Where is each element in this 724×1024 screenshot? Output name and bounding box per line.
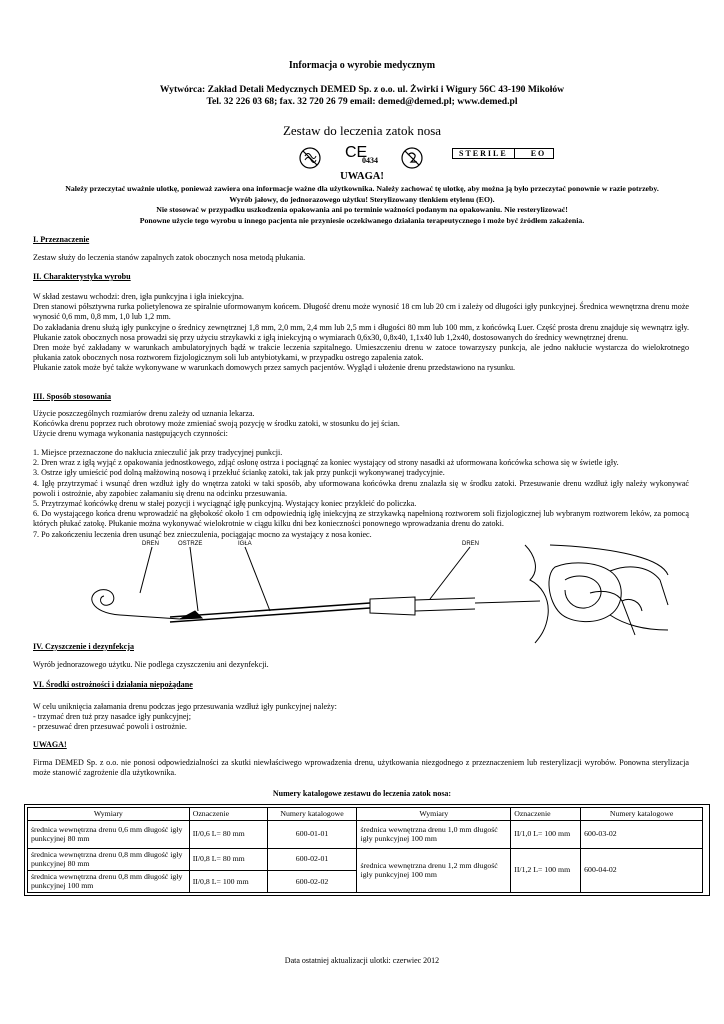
paragraph: Użycie drenu wymaga wykonania następujących czynności: [33, 429, 228, 439]
table-row [28, 820, 703, 848]
usage-step: 1. Miejsce przeznaczone do nakłucia znieczulić jak przy tradycyjnej punkcji. [33, 448, 283, 457]
usage-step: 4. Igłę przytrzymać i wsunąć dren wzdłuż igły do wnętrza zatoki w taki sposób, aby uformowana końcówka drenu znalazła się w środku zatoki. Przesuwanie drenu wzdłuż igły należy wykonywać powoli i ostrożnie, aby zapobiec załamaniu się drenu na odcinku przesuwania. [33, 478, 689, 498]
paragraph: Płukanie zatok może być także wykonywane w warunkach domowych przez samych pacjentów. Wygląd i ułożenie drenu przedstawiono na rysunku. [33, 363, 516, 373]
contact-line: Tel. 32 226 03 68; fax. 32 720 26 79 email: demed@demed.pl; www.demed.pl [206, 96, 518, 107]
warning-line: Należy przeczytać uważnie ulotkę, ponieważ zawiera ona informacje ważne dla użytkownika. Należy zachować tę ulotkę, aby można ją było przeczytać ponownie w razie potrzeby. [65, 184, 659, 193]
section-title-cleaning: IV. Czyszczenie i dezynfekcja [33, 642, 134, 651]
table-header: Wymiary [28, 808, 190, 821]
warning-title: UWAGA! [340, 171, 384, 182]
paragraph: W skład zestawu wchodzi: dren, igła punkcyjna i igła iniekcyjna. [33, 292, 244, 301]
section-title-precautions: VI. Środki ostrożności i działania niepożądane [33, 680, 193, 689]
paragraph: Dren może być zakładany w warunkach ambulatoryjnych bądź w trakcie leczenia szpitalnego. Umieszczeniu drenu w zatoce towarzyszy punkcja, ale jedno nakłucie wystarcza do wielokrotnego płukania zatok obocznych nosa roztworem fizjologicznym soli lub antybiotykami, w przypadku ostrego zapalenia zatok. [33, 343, 689, 363]
document-title: Informacja o wyrobie medycznym [288, 60, 436, 71]
table-cell-dimensions: średnica wewnętrzna drenu 0,8 mm długość igły punkcyjnej 80 mm [28, 848, 190, 870]
usage-step: 2. Dren wraz z igłą wyjąć z opakowania jednostkowego, zdjąć osłonę ostrza i pociągnąć za koniec wystający od strony nasadki aż uformowana końcówka schowa się w świetle igły. [33, 458, 619, 468]
figure-label-drain: DREN [142, 541, 160, 547]
section-text-precautions [33, 702, 337, 733]
table-header: Oznaczenie [189, 808, 267, 821]
table-cell-dimensions: średnica wewnętrzna drenu 1,0 mm długość igły punkcyjnej 100 mm [357, 820, 511, 848]
paragraph: Końcówka drenu poprzez ruch obrotowy może zmieniać swoją pozycję w środku zatoki, w stosunku do jej ścian. [33, 419, 400, 429]
table-header: Wymiary [357, 808, 511, 821]
paragraph: Dren stanowi półsztywna rurka polietylenowa ze spiralnie uformowanym końcem. Długość drenu może wynosić 18 cm lub 20 cm i zależy od długości igły punkcyjnej. Średnica wewnętrzna drenu może wynosić 0,6 mm, 0,8 mm, 1,0 lub 1,2 mm. [33, 302, 689, 322]
catalog-table [27, 807, 703, 893]
table-cell-catalog-number: 600-04-02 [581, 848, 703, 892]
usage-step: 3. Ostrze igły umieścić pod dolną małżowiną nosową i przekłuć ściankę zatoki, tak jak przy punkcji wykonywanej tradycyjnie. [33, 468, 445, 478]
table-cell-catalog-number: 600-02-01 [267, 848, 357, 870]
table-cell-catalog-number: 600-01-01 [267, 820, 357, 848]
table-cell-dimensions: średnica wewnętrzna drenu 0,8 mm długość igły punkcyjnej 100 mm [28, 870, 190, 892]
warning-line: Ponowne użycie tego wyrobu u innego pacjenta nie przyniesie oczekiwanego działania terapeutycznego i może być źródłem zakażenia. [139, 215, 585, 225]
do-not-reuse-icon [298, 146, 322, 170]
table-cell-code: II/1,0 L= 100 mm [511, 820, 581, 848]
product-title: Zestaw do leczenia zatok nosa [282, 123, 442, 138]
manufacturer-line: Wytwórca: Zakład Detali Medycznych DEMED Sp. z o.o. ul. Żwirki i Wigury 56C 43-190 Mikołów [159, 84, 565, 95]
section-text-usage-intro [33, 409, 689, 440]
last-update-date: Data ostatniej aktualizacji ulotki: czerwiec 2012 [284, 956, 440, 965]
sterile-method: EO [514, 149, 563, 158]
table-cell-code: II/1,2 L= 100 mm [511, 848, 581, 892]
warning-block [14, 184, 710, 226]
sterile-label: STERILE [459, 149, 508, 158]
section-text-purpose: Zestaw służy do leczenia stanów zapalnych zatok obocznych nosa metodą płukania. [33, 253, 306, 262]
table-cell-dimensions: średnica wewnętrzna drenu 1,2 mm długość igły punkcyjnej 100 mm [357, 848, 511, 892]
paragraph: - przesuwać dren przesuwać powoli i ostrożnie. [33, 722, 187, 732]
paragraph: - trzymać dren tuż przy nasadce igły punkcyjnej; [33, 712, 191, 722]
drain-and-needle-figure [70, 535, 670, 645]
section-title-characteristics: II. Charakterystyka wyrobu [33, 272, 131, 281]
usage-step: 6. Do wystającego końca drenu wprowadzić na głębokość około 1 cm odpowiednią igłę iniekcyjną ze strzykawką napełnioną roztworem soli fizjologicznej lub wybranym roztworem leków, za pomocą których płukać zatokę. Płukanie można wykonywać wielokrotnie w ciągu kilku dni bez konieczności ponownego wprowadzania drenu do zatoki. [33, 509, 689, 529]
figure-label-tip: OSTRZE [178, 541, 203, 547]
sterile-eo-symbol [452, 148, 554, 159]
table-header: Numery katalogowe [267, 808, 357, 821]
section-text-cleaning: Wyrób jednorazowego użytku. Nie podlega czyszczeniu ani dezynfekcji. [33, 660, 269, 669]
warning-line: Nie stosować w przypadku uszkodzenia opakowania ani po terminie ważności podanym na opakowaniu. Nie resterylizować! [156, 205, 568, 214]
section-title-purpose: I. Przeznaczenie [33, 235, 90, 244]
paragraph: W celu uniknięcia załamania drenu podczas jego przesuwania wzdłuż igły punkcyjnej należy: [33, 702, 337, 711]
table-cell-catalog-number: 600-02-02 [267, 870, 357, 892]
paragraph: Do zakładania drenu służą igły punkcyjne o średnicy zewnętrznej 1,8 mm, 2,0 mm, 2,4 mm lub 2,5 mm i długości 80 mm lub 100 mm, z końcówką Luer. Część prosta drenu znajduje się wewnątrz igły. Płukanie zatok obocznych nosa prowadzi się przy użyciu strzykawki z igłą iniekcyjną o wymiarach 0,6x30, 0,8x40, 1,1x40 lub 1,2x40, dostosowanych do średnicy wewnętrznej drenu. [33, 322, 689, 342]
table-cell-code: II/0,6 L= 80 mm [189, 820, 267, 848]
table-header: Numery katalogowe [581, 808, 703, 821]
table-cell-dimensions: średnica wewnętrzna drenu 0,6 mm długość igły punkcyjnej 80 mm [28, 820, 190, 848]
warning-line: Wyrób jałowy, do jednorazowego użytku! Sterylizowany tlenkiem etylenu (EO). [229, 194, 495, 204]
second-warning-title: UWAGA! [33, 740, 67, 749]
notified-body-number: 0434 [362, 156, 378, 165]
usage-step: 7. Po zakończeniu leczenia dren usunąć bez znieczulenia, pociągając mocno za wystający z nosa koniec. [33, 529, 372, 539]
catalog-title: Numery katalogowe zestawu do leczenia zatok nosa: [272, 789, 452, 798]
table-header: Oznaczenie [511, 808, 581, 821]
table-cell-catalog-number: 600-03-02 [581, 820, 703, 848]
figure-label-needle: IGŁA [238, 541, 252, 547]
section-title-usage: III. Sposób stosowania [33, 392, 112, 401]
table-row [28, 848, 703, 870]
ce-mark-icon: CE [345, 144, 368, 161]
table-cell-code: II/0,8 L= 100 mm [189, 870, 267, 892]
figure-label-drain-end: DREN [462, 541, 480, 547]
usage-steps [33, 448, 689, 540]
table-cell-code: II/0,8 L= 80 mm [189, 848, 267, 870]
section-text-characteristics [33, 292, 689, 374]
paragraph: Użycie poszczególnych rozmiarów drenu zależy od uznania lekarza. [33, 409, 255, 418]
usage-step: 5. Przytrzymać końcówkę drenu w stałej pozycji i wyciągnąć igłę punkcyjną. Wystający koniec przykleić do policzka. [33, 499, 417, 509]
catalog-table-frame [24, 804, 710, 896]
single-use-icon [400, 146, 424, 170]
second-warning-text: Firma DEMED Sp. z o.o. nie ponosi odpowiedzialności za skutki niewłaściwego wprowadzenia drenu, użytkowania niezgodnego z przeznaczeniem lub resterylizacji wyrobów. Ponowna sterylizacja może stanowić zagrożenie dla użytkownika. [33, 758, 689, 778]
table-header-row [28, 808, 703, 821]
